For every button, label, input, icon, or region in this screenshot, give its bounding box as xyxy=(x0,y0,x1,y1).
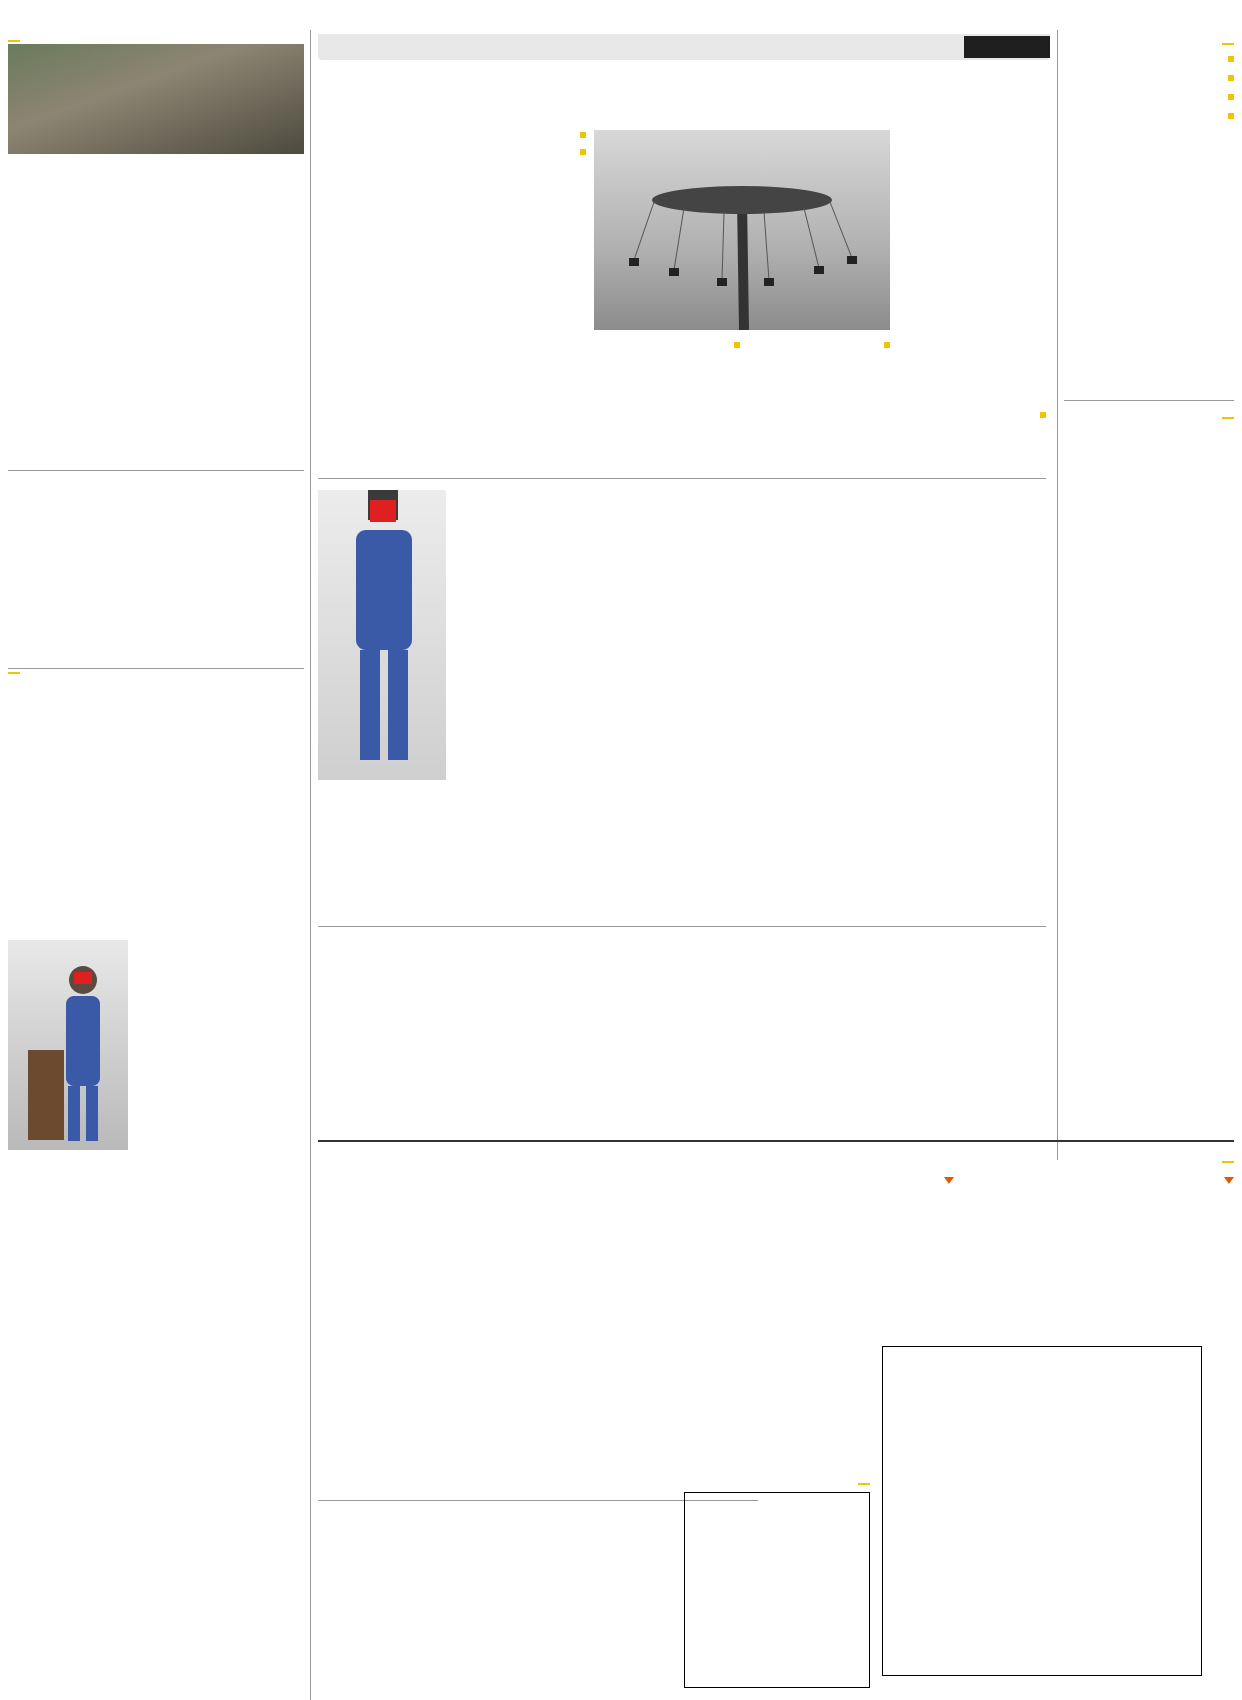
crossword-tag xyxy=(1222,1161,1234,1163)
brief-item xyxy=(1064,72,1234,87)
third-story-body xyxy=(480,972,1046,1132)
brief-item xyxy=(1064,91,1234,106)
amusement-items-col3 xyxy=(594,340,740,351)
down-label xyxy=(768,1173,954,1187)
court-body xyxy=(8,678,304,898)
explosion-body xyxy=(8,158,304,308)
down-clues xyxy=(768,1173,954,1187)
court-tag xyxy=(8,672,20,674)
section-tag xyxy=(964,36,1050,58)
no-title-column xyxy=(1064,30,1234,125)
amusement-items-col2 xyxy=(748,340,890,351)
crossword-column-numbers xyxy=(882,1330,1202,1344)
no-title-tag xyxy=(1222,43,1234,45)
item-title xyxy=(898,410,1046,421)
amusement-items-col1 xyxy=(436,130,586,158)
smuggling-story xyxy=(8,476,304,600)
item-title xyxy=(436,130,586,141)
brief-item xyxy=(1064,110,1234,125)
news-tag xyxy=(1222,417,1234,419)
explosion-photo xyxy=(8,44,304,154)
defendant-illustration xyxy=(8,940,128,1150)
item-title xyxy=(594,340,740,351)
solution-label-wrap xyxy=(770,1470,870,1489)
header-bar xyxy=(318,34,1050,60)
item-title xyxy=(748,340,890,351)
item-title xyxy=(436,147,586,158)
amusement-items-col4 xyxy=(898,410,1046,421)
fourth-story-body xyxy=(318,1180,758,1480)
third-story-body-left xyxy=(318,934,472,1134)
across-clues xyxy=(964,1173,1234,1187)
smuggling-body xyxy=(8,480,304,600)
crossword-grid[interactable] xyxy=(882,1346,1202,1676)
court-story xyxy=(8,672,304,898)
court-photo xyxy=(8,940,128,1150)
crossword-row-numbers xyxy=(1204,1346,1220,1676)
court-body-cont xyxy=(134,940,304,1240)
solution-grid xyxy=(684,1492,870,1688)
defendant-caption xyxy=(318,780,446,920)
defendant-photo xyxy=(318,490,446,780)
second-story-body xyxy=(454,548,1046,918)
explosion-tag xyxy=(8,40,20,42)
swing-ride-photo xyxy=(594,130,890,330)
swing-ride-illustration xyxy=(594,130,890,330)
across-label xyxy=(964,1173,1234,1187)
crossword-section xyxy=(768,1148,1234,1187)
defendant-illustration xyxy=(318,490,446,780)
brief-item xyxy=(1064,53,1234,68)
explosion-story xyxy=(8,40,304,308)
solution-tag xyxy=(858,1483,870,1485)
